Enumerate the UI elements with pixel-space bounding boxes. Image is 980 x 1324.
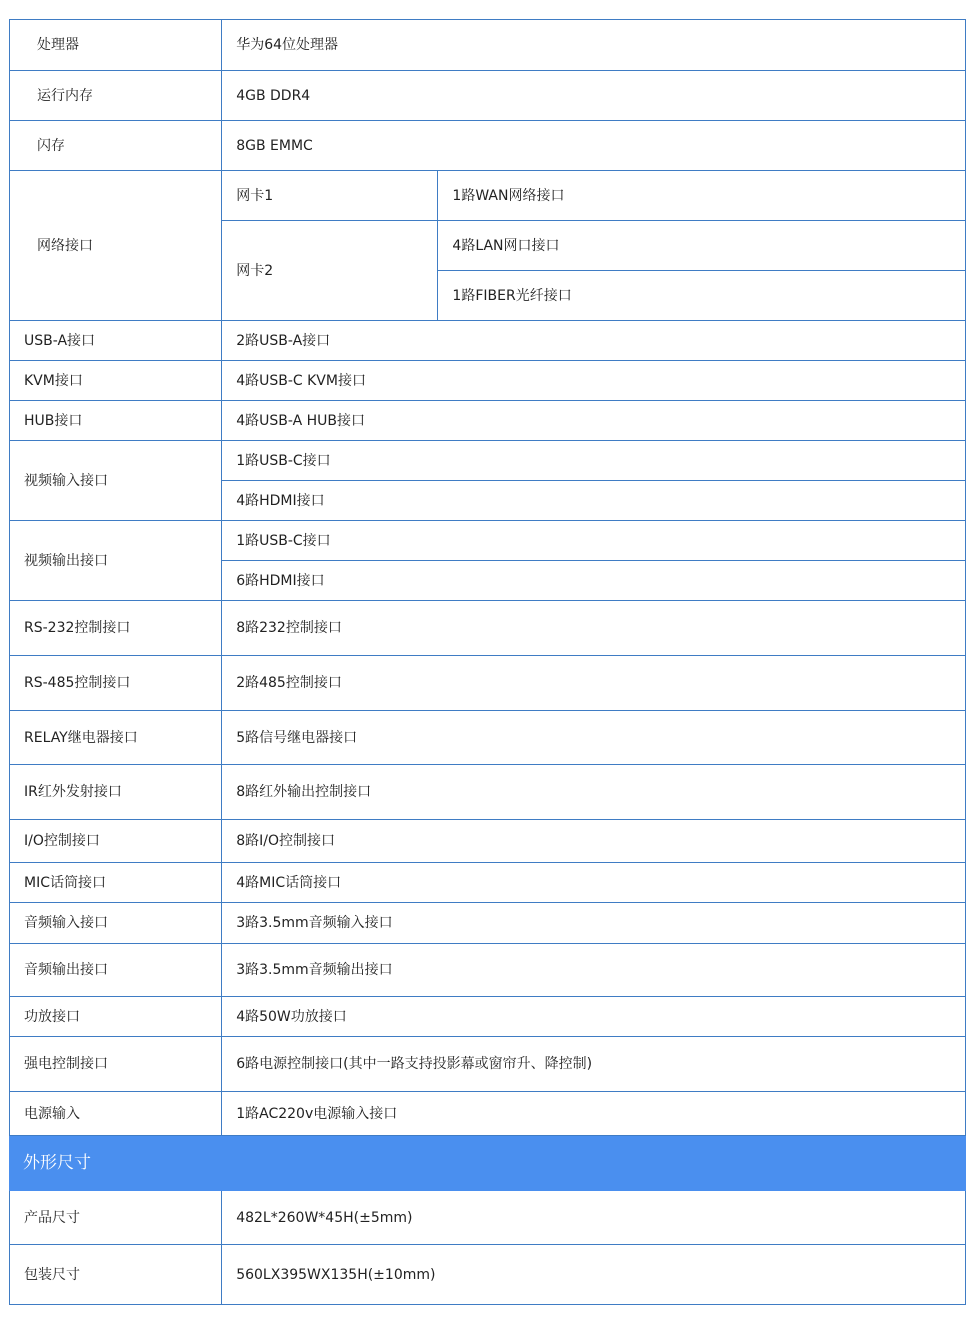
row-label: KVM接口	[10, 361, 222, 401]
row-value: 1路USB-C接口	[222, 521, 966, 561]
row-value: 8路I/O控制接口	[222, 820, 966, 863]
row-label: MIC话筒接口	[10, 863, 222, 903]
row-value: 4GB DDR4	[222, 71, 966, 121]
section-title: 外形尺寸	[10, 1136, 966, 1191]
table-row	[10, 1092, 966, 1136]
row-label: USB-A接口	[10, 321, 222, 361]
row-value: 6路电源控制接口(其中一路支持投影幕或窗帘升、降控制)	[222, 1037, 966, 1092]
table-row	[10, 863, 966, 903]
row-value: 4路USB-C KVM接口	[222, 361, 966, 401]
table-row	[10, 361, 966, 401]
table-row	[10, 321, 966, 361]
row-label: IR红外发射接口	[10, 765, 222, 820]
table-row	[10, 711, 966, 765]
row-value: 4路HDMI接口	[222, 481, 966, 521]
table-row	[10, 521, 966, 561]
row-label: 包装尺寸	[10, 1245, 222, 1305]
table-row	[10, 765, 966, 820]
table-row	[10, 997, 966, 1037]
table-row	[10, 903, 966, 944]
row-label: HUB接口	[10, 401, 222, 441]
table-row	[10, 121, 966, 171]
table-row	[10, 601, 966, 656]
row-value: 3路3.5mm音频输出接口	[222, 944, 966, 997]
section-header	[10, 1136, 966, 1191]
row-value: 1路USB-C接口	[222, 441, 966, 481]
row-value: 2路USB-A接口	[222, 321, 966, 361]
table-row	[10, 820, 966, 863]
table-row	[10, 1037, 966, 1092]
row-label: 闪存	[10, 121, 222, 171]
row-label: RELAY继电器接口	[10, 711, 222, 765]
row-value: 4路50W功放接口	[222, 997, 966, 1037]
row-label: 视频输入接口	[10, 441, 222, 521]
row-value: 1路WAN网络接口	[438, 171, 966, 221]
row-label: 网络接口	[10, 171, 222, 321]
row-label: RS-232控制接口	[10, 601, 222, 656]
row-value: 8GB EMMC	[222, 121, 966, 171]
row-label: 音频输入接口	[10, 903, 222, 944]
row-value: 8路232控制接口	[222, 601, 966, 656]
row-label: 处理器	[10, 20, 222, 71]
spec-table	[9, 19, 966, 1305]
row-value: 6路HDMI接口	[222, 561, 966, 601]
table-row	[10, 441, 966, 481]
row-label: 电源输入	[10, 1092, 222, 1136]
table-row	[10, 1245, 966, 1305]
row-value: 560LX395WX135H(±10mm)	[222, 1245, 966, 1305]
table-row	[10, 1191, 966, 1245]
table-row	[10, 401, 966, 441]
row-label: 视频输出接口	[10, 521, 222, 601]
table-row	[10, 656, 966, 711]
row-label: 音频输出接口	[10, 944, 222, 997]
row-value: 2路485控制接口	[222, 656, 966, 711]
row-value: 1路FIBER光纤接口	[438, 271, 966, 321]
table-row	[10, 71, 966, 121]
table-row	[10, 20, 966, 71]
row-value: 3路3.5mm音频输入接口	[222, 903, 966, 944]
row-label: 运行内存	[10, 71, 222, 121]
row-value: 8路红外输出控制接口	[222, 765, 966, 820]
row-label: 功放接口	[10, 997, 222, 1037]
row-label: I/O控制接口	[10, 820, 222, 863]
row-value: 5路信号继电器接口	[222, 711, 966, 765]
row-label: RS-485控制接口	[10, 656, 222, 711]
nic-label: 网卡1	[222, 171, 438, 221]
table-row	[10, 944, 966, 997]
nic-label: 网卡2	[222, 221, 438, 321]
row-value: 1路AC220v电源输入接口	[222, 1092, 966, 1136]
row-value: 482L*260W*45H(±5mm)	[222, 1191, 966, 1245]
row-value: 4路USB-A HUB接口	[222, 401, 966, 441]
row-label: 产品尺寸	[10, 1191, 222, 1245]
table-row	[10, 171, 966, 221]
row-value: 4路LAN网口接口	[438, 221, 966, 271]
row-value: 华为64位处理器	[222, 20, 966, 71]
row-label: 强电控制接口	[10, 1037, 222, 1092]
row-value: 4路MIC话筒接口	[222, 863, 966, 903]
